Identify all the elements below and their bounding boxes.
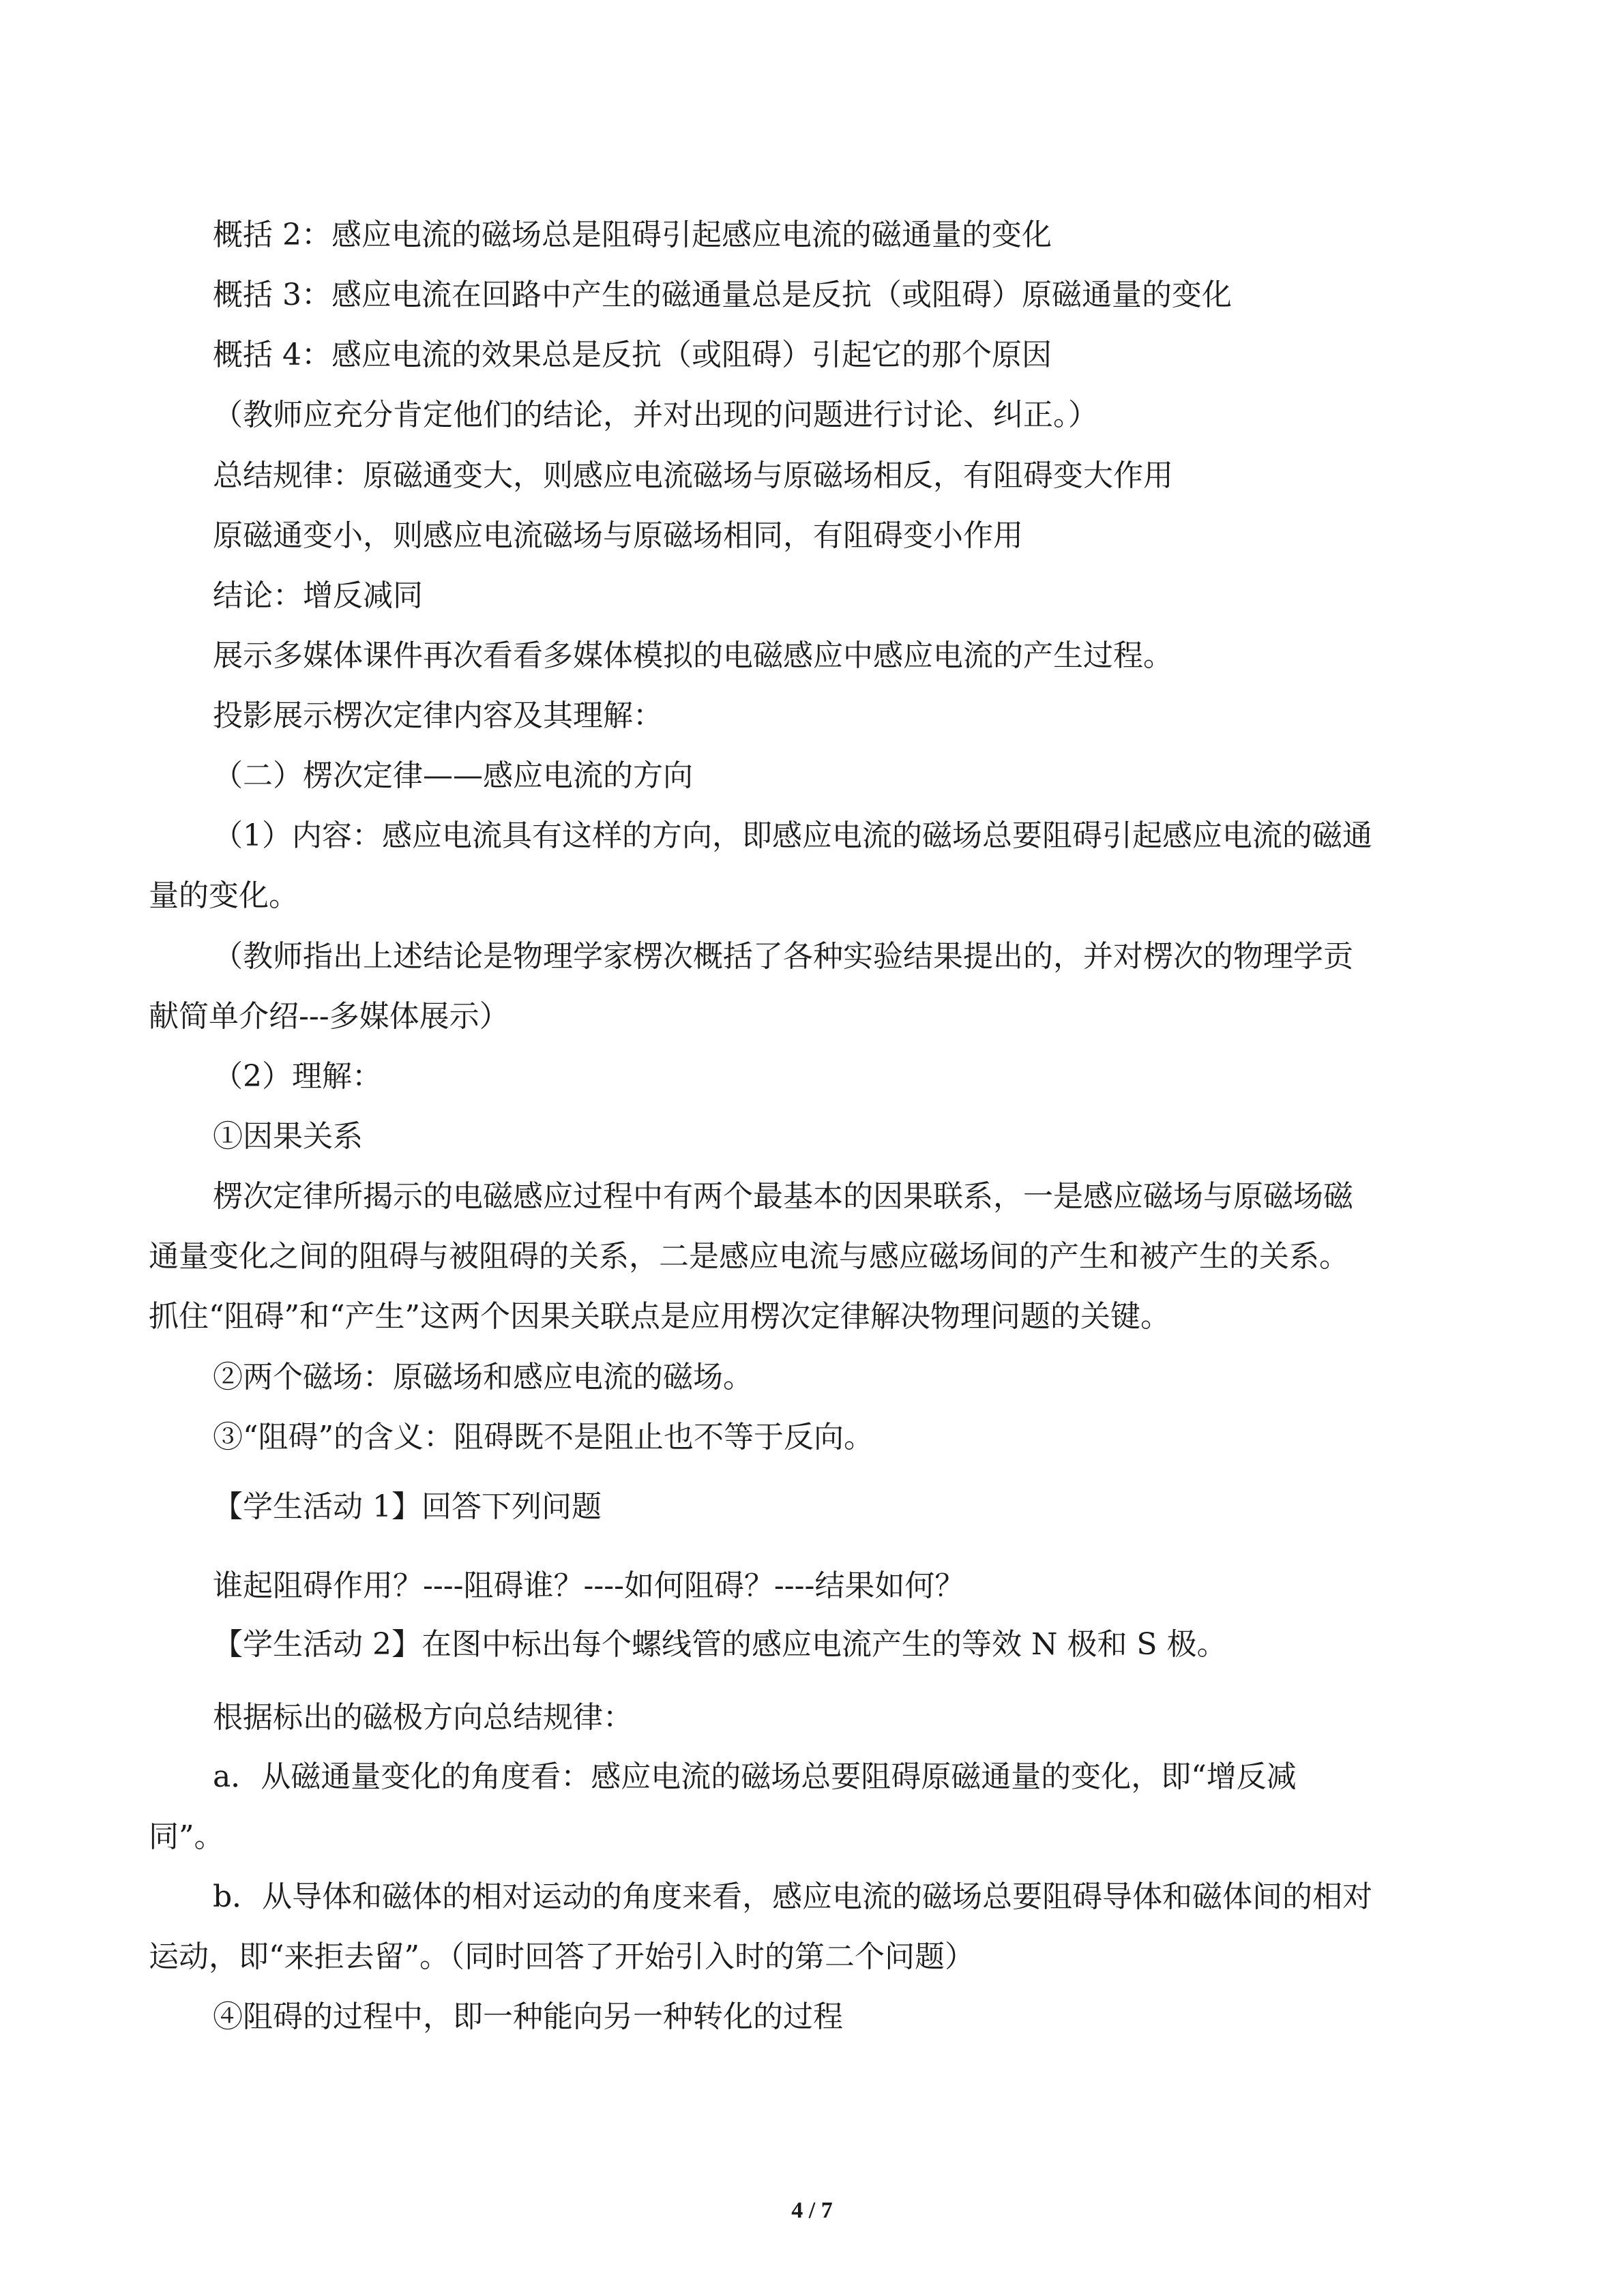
text-line: b．从导体和磁体的相对运动的角度来看，感应电流的磁场总要阻碍导体和磁体间的相对 bbox=[213, 1879, 1373, 1914]
text-line: ④阻碍的过程中，即一种能向另一种转化的过程 bbox=[213, 1999, 843, 2034]
text-line: 通量变化之间的阻碍与被阻碍的关系，二是感应电流与感应磁场间的产生和被产生的关系。 bbox=[149, 1239, 1349, 1274]
text-line: （1）内容：感应电流具有这样的方向，即感应电流的磁场总要阻碍引起感应电流的磁通 bbox=[213, 818, 1372, 853]
text-line: 【学生活动 1】回答下列问题 bbox=[213, 1489, 602, 1524]
text-line: 结论：增反减同 bbox=[213, 578, 423, 613]
text-line: 【学生活动 2】在图中标出每个螺线管的感应电流产生的等效 N 极和 S 极。 bbox=[213, 1627, 1227, 1662]
text-line: ②两个磁场：原磁场和感应电流的磁场。 bbox=[213, 1360, 753, 1395]
text-line: 谁起阻碍作用？----阻碍谁？----如何阻碍？----结果如何？ bbox=[213, 1568, 965, 1603]
text-line: 同”。 bbox=[149, 1819, 224, 1854]
text-line: ①因果关系 bbox=[213, 1119, 363, 1154]
text-line: 投影展示楞次定律内容及其理解： bbox=[213, 698, 663, 733]
text-line: ③“阻碍”的含义：阻碍既不是阻止也不等于反向。 bbox=[213, 1420, 874, 1455]
text-line: 总结规律：原磁通变大，则感应电流磁场与原磁场相反，有阻碍变大作用 bbox=[213, 458, 1173, 493]
text-line: （教师应充分肯定他们的结论，并对出现的问题进行讨论、纠正。） bbox=[213, 398, 1098, 432]
section-heading: （二）楞次定律——感应电流的方向 bbox=[213, 758, 693, 793]
text-line: 楞次定律所揭示的电磁感应过程中有两个最基本的因果联系，一是感应磁场与原磁场磁 bbox=[213, 1179, 1353, 1214]
text-line: 展示多媒体课件再次看看多媒体模拟的电磁感应中感应电流的产生过程。 bbox=[213, 638, 1173, 673]
text-line: 量的变化。 bbox=[149, 878, 299, 913]
text-line: 根据标出的磁极方向总结规律： bbox=[213, 1700, 633, 1735]
text-line: 概括 3：感应电流在回路中产生的磁通量总是反抗（或阻碍）原磁通量的变化 bbox=[213, 278, 1232, 312]
text-line: a．从磁通量变化的角度看：感应电流的磁场总要阻碍原磁通量的变化，即“增反减 bbox=[213, 1759, 1297, 1794]
text-line: 抓住“阻碍”和“产生”这两个因果关联点是应用楞次定律解决物理问题的关键。 bbox=[149, 1299, 1170, 1334]
text-line: 概括 2：感应电流的磁场总是阻碍引起感应电流的磁通量的变化 bbox=[213, 218, 1052, 252]
text-line: 运动，即“来拒去留”。（同时回答了开始引入时的第二个问题） bbox=[149, 1939, 975, 1974]
page-number: 4 / 7 bbox=[791, 2198, 833, 2223]
text-line: 概括 4：感应电流的效果总是反抗（或阻碍）引起它的那个原因 bbox=[213, 338, 1052, 372]
text-line: （2）理解： bbox=[213, 1059, 382, 1094]
text-line: 献简单介绍---多媒体展示） bbox=[149, 999, 510, 1034]
text-line: （教师指出上述结论是物理学家楞次概括了各种实验结果提出的，并对楞次的物理学贡 bbox=[213, 939, 1353, 974]
text-line: 原磁通变小，则感应电流磁场与原磁场相同，有阻碍变小作用 bbox=[213, 518, 1023, 553]
